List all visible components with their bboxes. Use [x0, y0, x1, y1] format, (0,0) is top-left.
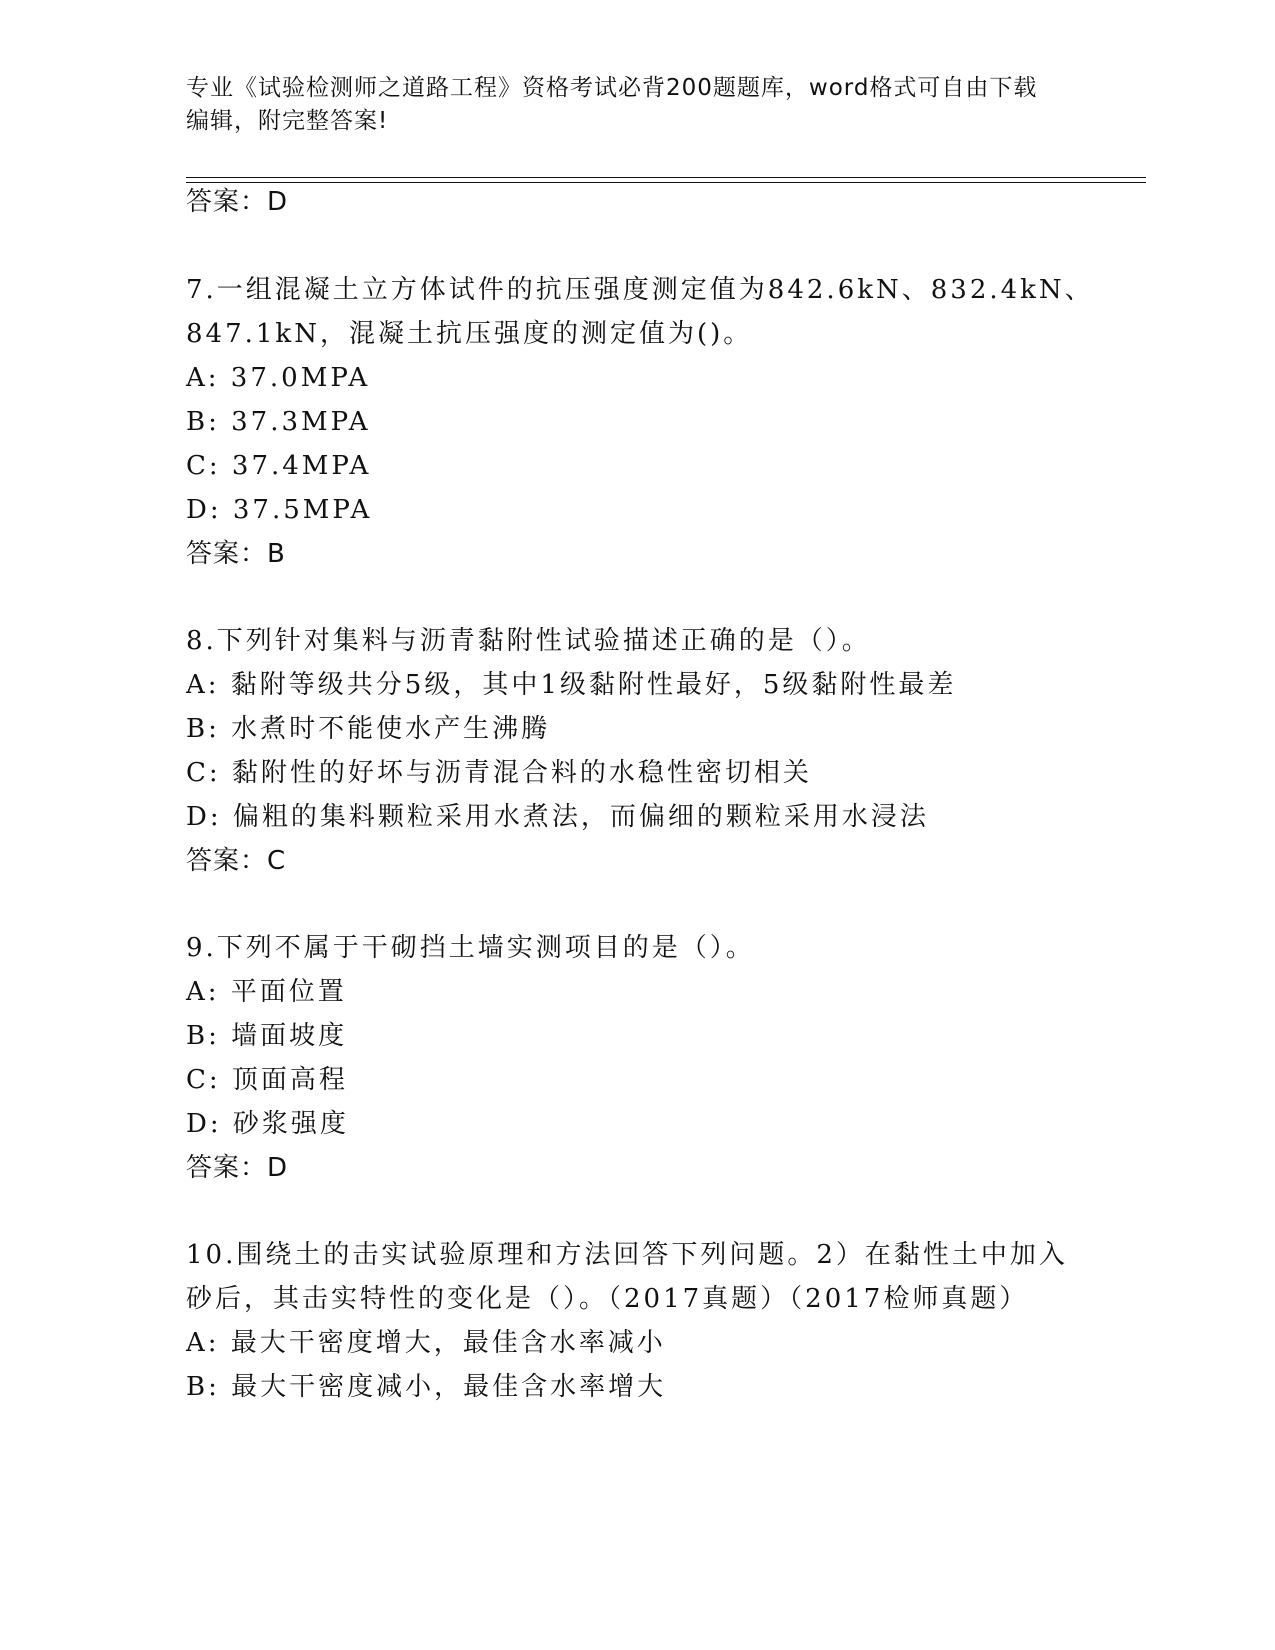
- header-line-2: 编辑，附完整答案!: [186, 108, 389, 134]
- option-c: C: 37.4MPA: [186, 451, 372, 481]
- option-a: A: 黏附等级共分5级，其中1级黏附性最好，5级黏附性最差: [186, 670, 957, 700]
- question-stem: 8.下列针对集料与沥青黏附性试验描述正确的是（）。: [186, 626, 871, 656]
- question-stem: 847.1kN，混凝土抗压强度的测定值为()。: [186, 319, 753, 349]
- option-d: D: 砂浆强度: [186, 1109, 349, 1139]
- option-a: A: 37.0MPA: [186, 363, 371, 393]
- answer-line: 答案：D: [186, 1153, 289, 1183]
- header-line-1: 专业《试验检测师之道路工程》资格考试必背200题题库，word格式可自由下载: [186, 75, 1038, 101]
- answer-line: 答案：D: [186, 187, 289, 217]
- option-a: A: 最大干密度增大，最佳含水率减小: [186, 1328, 666, 1358]
- question-stem: 7.一组混凝土立方体试件的抗压强度测定值为842.6kN、832.4kN、: [186, 275, 1094, 305]
- option-b: B: 水煮时不能使水产生沸腾: [186, 714, 551, 744]
- option-a: A: 平面位置: [186, 977, 347, 1007]
- header-divider-top: [186, 177, 1146, 178]
- question-stem: 砂后，其击实特性的变化是（）。（2017真题）（2017检师真题）: [186, 1284, 1029, 1314]
- answer-line: 答案：C: [186, 846, 287, 876]
- option-d: D: 偏粗的集料颗粒采用水煮法，而偏细的颗粒采用水浸法: [186, 802, 929, 832]
- answer-line: 答案：B: [186, 539, 286, 569]
- option-d: D: 37.5MPA: [186, 495, 373, 525]
- option-b: B: 37.3MPA: [186, 407, 371, 437]
- option-c: C: 顶面高程: [186, 1065, 348, 1095]
- question-stem: 10.围绕土的击实试验原理和方法回答下列问题。2）在黏性土中加入: [186, 1240, 1068, 1270]
- option-c: C: 黏附性的好坏与沥青混合料的水稳性密切相关: [186, 758, 812, 788]
- question-stem: 9.下列不属于干砌挡土墙实测项目的是（）。: [186, 933, 755, 963]
- option-b: B: 墙面坡度: [186, 1021, 348, 1051]
- document-header: [186, 72, 1066, 138]
- option-b: B: 最大干密度减小，最佳含水率增大: [186, 1372, 667, 1402]
- header-divider-bottom: [186, 182, 1146, 183]
